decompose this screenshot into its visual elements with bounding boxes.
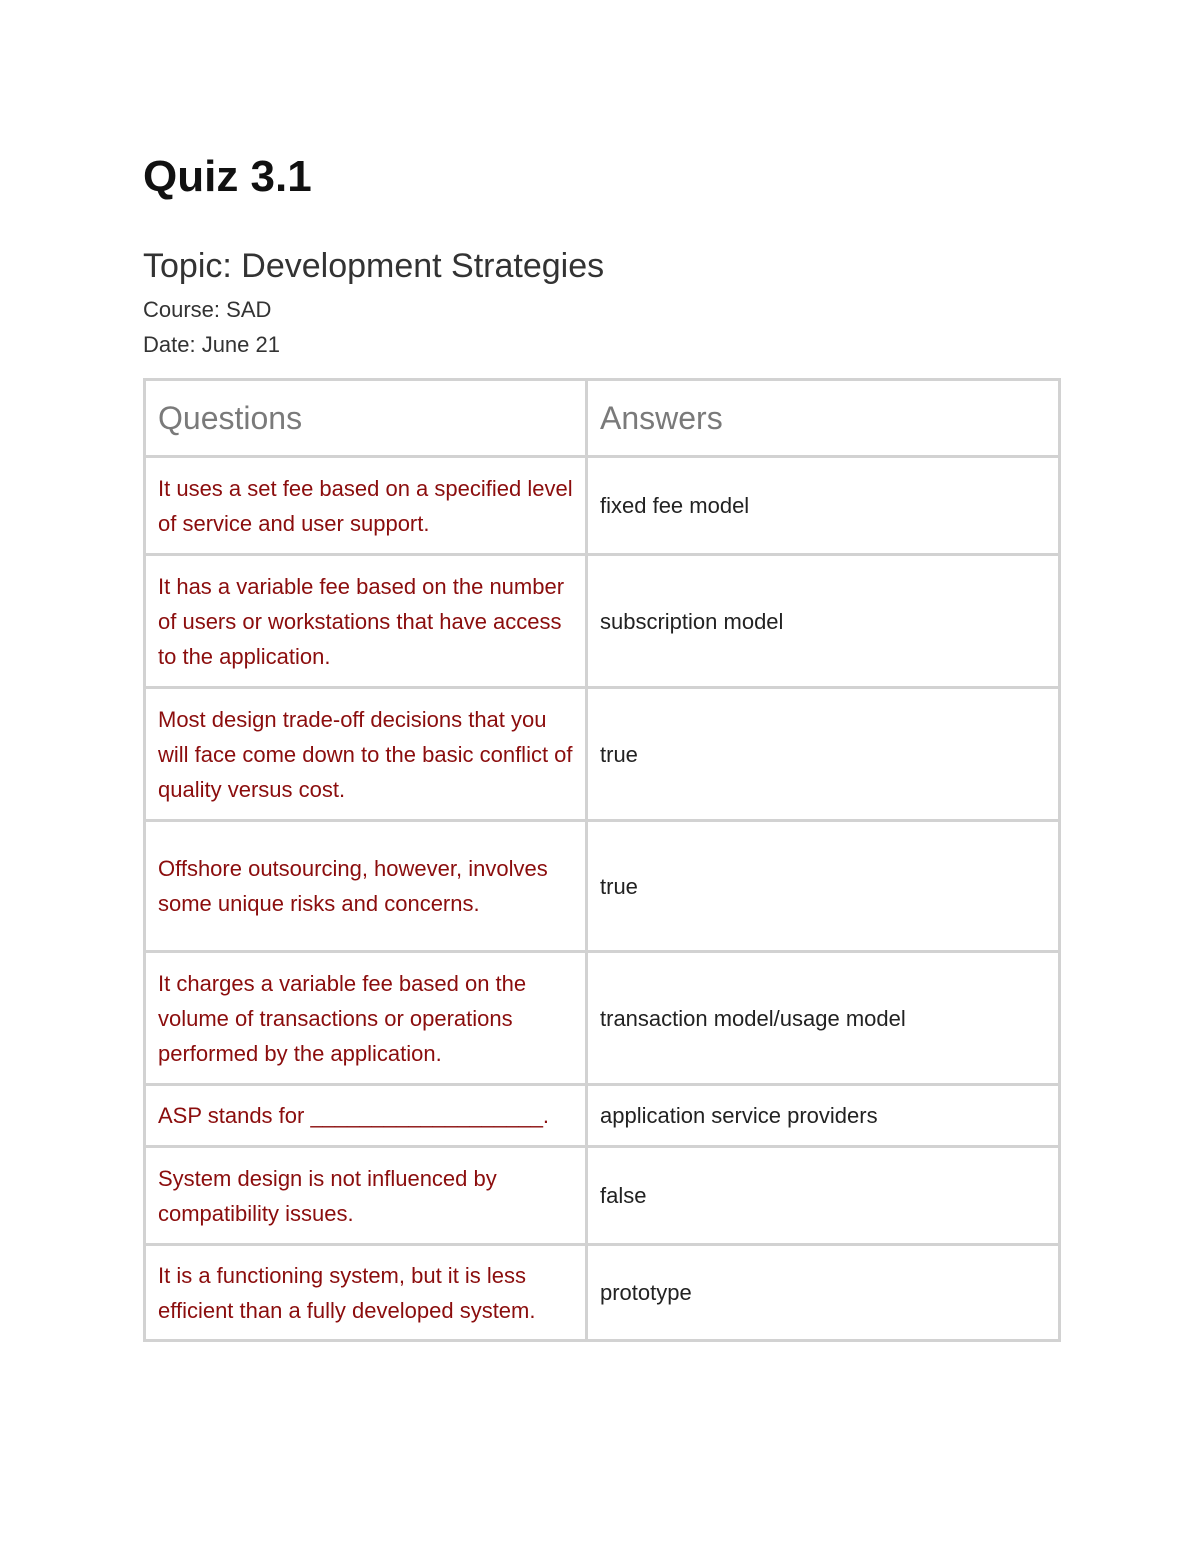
answer-cell: subscription model (587, 555, 1060, 688)
document-page (143, 150, 1058, 1342)
table-row (145, 457, 1060, 555)
table-row (145, 555, 1060, 688)
answer-cell: application service providers (587, 1085, 1060, 1147)
question-cell: Offshore outsourcing, however, involves some unique risks and concerns. (145, 821, 587, 952)
answer-cell: prototype (587, 1245, 1060, 1341)
question-cell: It uses a set fee based on a specified level of service and user support. (145, 457, 587, 555)
question-cell: ASP stands for ___________________. (145, 1085, 587, 1147)
quiz-table (143, 378, 1061, 1342)
answer-cell: transaction model/usage model (587, 952, 1060, 1085)
answer-cell: false (587, 1147, 1060, 1245)
table-row (145, 1147, 1060, 1245)
document-date: Date: June 21 (143, 332, 280, 357)
question-cell: System design is not influenced by compatibility issues. (145, 1147, 587, 1245)
document-title: Quiz 3.1 (143, 152, 312, 201)
answer-cell: true (587, 821, 1060, 952)
question-cell: It is a functioning system, but it is less efficient than a fully developed system. (145, 1245, 587, 1341)
answers-header: Answers (587, 380, 1060, 457)
table-row (145, 688, 1060, 821)
question-cell: It charges a variable fee based on the volume of transactions or operations performed by the application. (145, 952, 587, 1085)
table-row (145, 1245, 1060, 1341)
questions-header: Questions (145, 380, 587, 457)
answer-cell: fixed fee model (587, 457, 1060, 555)
answer-cell: true (587, 688, 1060, 821)
question-cell: Most design trade-off decisions that you will face come down to the basic conflict of quality versus cost. (145, 688, 587, 821)
table-row (145, 1085, 1060, 1147)
document-course: Course: SAD (143, 297, 272, 322)
table-row (145, 821, 1060, 952)
table-row (145, 952, 1060, 1085)
document-topic: Topic: Development Strategies (143, 247, 605, 285)
table-header-row (145, 380, 1060, 457)
question-cell: It has a variable fee based on the number of users or workstations that have access to the application. (145, 555, 587, 688)
